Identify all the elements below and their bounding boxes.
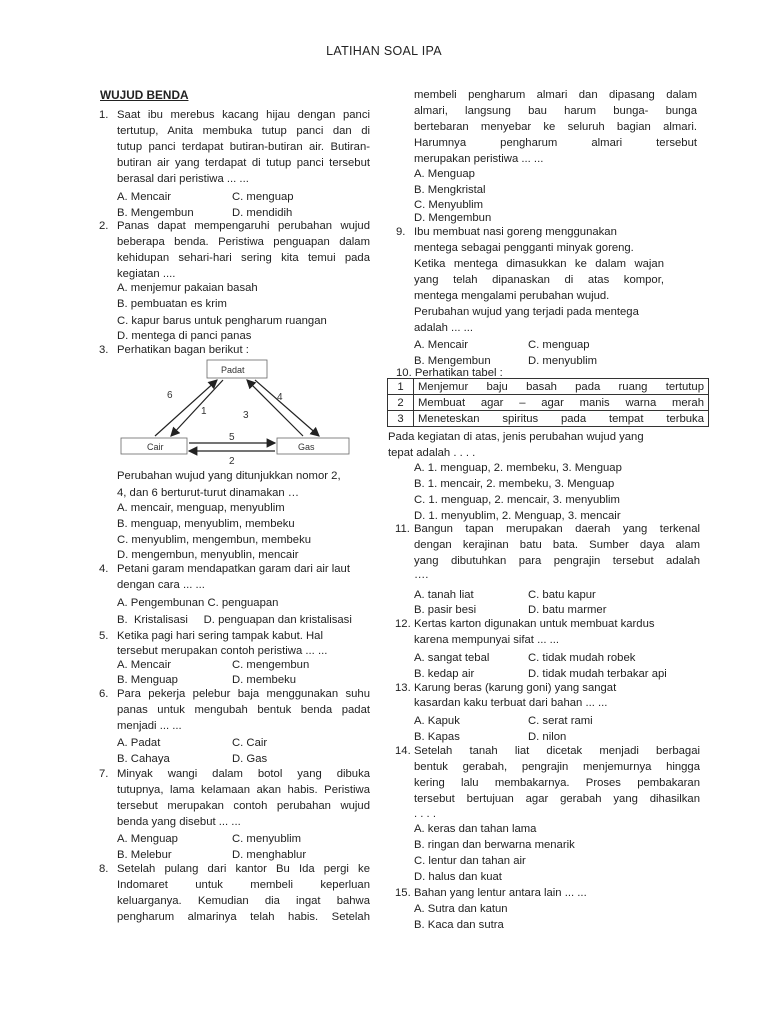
q6-option-d: D. Gas (232, 753, 268, 765)
q11-option-d: D. batu marmer (528, 604, 607, 616)
q15-number: 15. (395, 887, 411, 899)
q14-text-line: tersebut bertujuan agar gerabah yang dihasilkan (414, 793, 700, 805)
q14-option-a: A. keras dan tahan lama (414, 823, 537, 835)
q7-text-line: tersebut merupakan contoh perubahan wujud (117, 800, 370, 812)
q7-option-c: C. menyublim (232, 833, 302, 845)
q12-option-d: D. tidak mudah terbakar api (528, 668, 667, 680)
q5-number: 5. (99, 630, 109, 642)
q1-text-line: berasal dari peristiwa ... ... (117, 173, 249, 185)
q5-text-line: tersebut merupakan contoh peristiwa ... ... (117, 645, 328, 657)
page-title: LATIHAN SOAL IPA (326, 44, 442, 58)
arrow-label-3: 3 (243, 410, 249, 421)
q11-text-line: Bangun tapan merupakan daerah yang terkenal (414, 523, 700, 535)
q8-option-d: D. Mengembun (414, 212, 492, 224)
q9-option-c: C. menguap (528, 339, 590, 351)
arrow-label-1: 1 (201, 406, 207, 417)
table-row (388, 379, 709, 395)
section-heading: WUJUD BENDA (100, 88, 189, 102)
q11-text-line: yang dibutuhkan para pengrajin tersebut adalah (414, 555, 700, 567)
q10-heading: 10. Perhatikan tabel : (396, 367, 503, 379)
q7-text-line: benda yang disebut ... ... (117, 816, 241, 828)
q8-option-c: C. Menyublim (414, 199, 484, 211)
q10-option-c: C. 1. menguap, 2. mencair, 3. menyublim (414, 494, 620, 506)
q9-text-line: mentega mengalami perubahan wujud. (414, 290, 610, 302)
q1-option-d: D. mendidih (232, 207, 293, 219)
q10-option-d: D. 1. menyublim, 2. Menguap, 3. mencair (414, 510, 621, 522)
q2-text-line: kehidupan sehari-hari sering kita temui pada (117, 252, 370, 264)
q12-number: 12. (395, 618, 411, 630)
q10-option-b: B. 1. mencair, 2. membeku, 3. Menguap (414, 478, 615, 490)
q13-option-a: A. Kapuk (414, 715, 460, 727)
q7-option-d: D. menghablur (232, 849, 307, 861)
q4-option-a: A. Pengembunan C. penguapan (117, 597, 279, 609)
q9-text-line: mentega sebagai pengganti minyak goreng. (414, 242, 634, 254)
q2-text-line: beberapa benda. Peristiwa penguapan dalam (117, 236, 370, 248)
activity-table (387, 378, 709, 427)
q14-number: 14. (395, 745, 411, 757)
q4-option-b: B. Kristalisasi D. penguapan dan kristalisasi (117, 614, 352, 626)
arrow-label-5: 5 (229, 432, 235, 443)
q3-option-d: D. mengembun, menyublin, mencair (117, 549, 299, 561)
q4-number: 4. (99, 563, 109, 575)
q3-option-c: C. menyublim, mengembun, membeku (117, 534, 312, 546)
q11-number: 11. (395, 523, 410, 535)
table-cell-text: Menjemur baju basah pada ruang tertutup (414, 379, 709, 395)
q2-number: 2. (99, 220, 109, 232)
q14-option-d: D. halus dan kuat (414, 871, 502, 883)
table-cell-no: 2 (388, 395, 414, 411)
q9-text-line: Ketika mentega dimasukkan ke dalam wajan (414, 258, 664, 270)
q13-text-line: Karung beras (karung goni) yang sangat (414, 682, 617, 694)
table-cell-no: 3 (388, 411, 414, 427)
q8-option-b: B. Mengkristal (414, 184, 486, 196)
cair-label: Cair (147, 442, 164, 452)
q11-text-line: dengan kerajinan batu bata. Sumber daya alam (414, 539, 700, 551)
q12-option-c: C. tidak mudah robek (528, 652, 636, 664)
q6-option-b: B. Cahaya (117, 753, 170, 765)
arrow-label-4: 4 (277, 392, 283, 403)
q13-number: 13. (395, 682, 411, 694)
q11-option-b: B. pasir besi (414, 604, 477, 616)
q12-option-b: B. kedap air (414, 668, 475, 680)
q7-text-line: Minyak wangi dalam botol yang dibuka (117, 768, 370, 780)
q13-option-d: D. nilon (528, 731, 567, 743)
q8-text-line: membeli pengharum almari dan dipasang dalam (414, 89, 697, 101)
q2-text-line: kegiatan .... (117, 268, 176, 280)
q11-text-line: …. (414, 569, 429, 581)
q1-text-line: butiran air yang terdapat di tutup panci tersebut (117, 157, 370, 169)
q10-text-line: tepat adalah . . . . (388, 447, 476, 459)
q1-text-line: tertutup, Anita membuka tutup panci dan di (117, 125, 370, 137)
q15-text-line: Bahan yang lentur antara lain ... ... (414, 887, 587, 899)
arrow-4 (255, 380, 319, 436)
states-of-matter-diagram (115, 356, 355, 466)
q8-text-line: bertebaran menyebar ke seluruh bagian almari. (414, 121, 697, 133)
q8-text-line: almari, langsung bau harum bunga- bunga (414, 105, 697, 117)
arrow-6 (155, 380, 217, 436)
q9-text-line: Perubahan wujud yang terjadi pada mentega (414, 306, 639, 318)
q1-option-b: B. Mengembun (117, 207, 194, 219)
table-row (388, 395, 709, 411)
q8-text-line: Indomaret untuk membeli keperluan (117, 879, 370, 891)
q5-option-a: A. Mencair (117, 659, 171, 671)
q1-text-line: tutup panci terdapat butiran-butiran air. Butiran- (117, 141, 370, 153)
table-row (388, 411, 709, 427)
arrow-label-2: 2 (229, 456, 235, 466)
q9-option-a: A. Mencair (414, 339, 468, 351)
q11-option-a: A. tanah liat (414, 589, 474, 601)
q9-text-line: yang telah dipanaskan di atas kompor, (414, 274, 664, 286)
padat-label: Padat (221, 365, 245, 375)
q12-text-line: karena mempunyai sifat ... ... (414, 634, 560, 646)
q1-option-c: C. menguap (232, 191, 294, 203)
q6-text-line: panas untuk mengubah bentuk benda padat (117, 704, 370, 716)
q6-text-line: Para pekerja pelebur baja menggunakan suhu (117, 688, 370, 700)
q8-text-line: pengharum almarinya telah habis. Setelah (117, 911, 370, 923)
q14-option-b: B. ringan dan berwarna menarik (414, 839, 575, 851)
q9-number: 9. (396, 226, 406, 238)
q14-text-line: . . . . (414, 808, 436, 820)
q15-option-b: B. Kaca dan sutra (414, 919, 504, 931)
q10-text-line: Pada kegiatan di atas, jenis perubahan wujud yang (388, 431, 644, 443)
q6-option-c: C. Cair (232, 737, 268, 749)
q1-number: 1. (99, 109, 109, 121)
q8-text-line: Harumnya pengharum almari tersebut (414, 137, 697, 149)
q6-number: 6. (99, 688, 109, 700)
table-cell-text: Meneteskan spiritus pada tempat terbuka (414, 411, 709, 427)
table-cell-text: Membuat agar – agar manis warna merah (414, 395, 709, 411)
q5-option-b: B. Menguap (117, 674, 178, 686)
q7-option-a: A. Menguap (117, 833, 178, 845)
q9-text-line: Ibu membuat nasi goreng menggunakan (414, 226, 617, 238)
q4-text-line: dengan cara ... ... (117, 579, 205, 591)
q14-text-line: bentuk gerabah, pengrajin menjemurnya hingga (414, 761, 700, 773)
q9-option-d: D. menyublim (528, 355, 598, 367)
q3-number: 3. (99, 344, 109, 356)
q8-option-a: A. Menguap (414, 168, 475, 180)
q9-option-b: B. Mengembun (414, 355, 491, 367)
q5-option-c: C. mengembun (232, 659, 310, 671)
q10-option-a: A. 1. menguap, 2. membeku, 3. Menguap (414, 462, 622, 474)
q9-text-line: adalah ... ... (414, 322, 474, 334)
q6-option-a: A. Padat (117, 737, 161, 749)
q3-option-a: A. mencair, menguap, menyublim (117, 502, 285, 514)
q2-option-c: C. kapur barus untuk pengharum ruangan (117, 315, 327, 327)
q7-number: 7. (99, 768, 109, 780)
q11-option-c: C. batu kapur (528, 589, 596, 601)
q2-option-b: B. pembuatan es krim (117, 298, 227, 310)
q6-text-line: menjadi ... ... (117, 720, 182, 732)
q13-option-c: C. serat rami (528, 715, 593, 727)
q3-text-line: 4, dan 6 berturut-turut dinamakan … (117, 487, 300, 499)
q3-option-b: B. menguap, menyublim, membeku (117, 518, 295, 530)
q8-text-line: merupakan peristiwa ... ... (414, 153, 544, 165)
q15-option-a: A. Sutra dan katun (414, 903, 508, 915)
q13-text-line: kasardan kaku terbuat dari bahan ... ... (414, 697, 608, 709)
q7-option-b: B. Melebur (117, 849, 172, 861)
q1-text-line: Saat ibu merebus kacang hijau dengan panci (117, 109, 370, 121)
q4-text-line: Petani garam mendapatkan garam dari air laut (117, 563, 350, 575)
q14-option-c: C. lentur dan tahan air (414, 855, 526, 867)
q5-option-d: D. membeku (232, 674, 297, 686)
q12-text-line: Kertas karton digunakan untuk membuat kardus (414, 618, 655, 630)
q13-option-b: B. Kapas (414, 731, 460, 743)
q1-option-a: A. Mencair (117, 191, 171, 203)
q14-text-line: kering lalu membakarnya. Proses pembakaran (414, 777, 700, 789)
q8-text-line: keluarganya. Kemudian dia ingat bahwa (117, 895, 370, 907)
arrow-3 (247, 380, 303, 436)
arrow-1 (171, 380, 223, 436)
q8-text-line: Setelah pulang dari kantor Bu Ida pergi ke (117, 863, 370, 875)
q8-number: 8. (99, 863, 109, 875)
q2-option-d: D. mentega di panci panas (117, 330, 252, 342)
q7-text-line: tutupnya, lama kelamaan akan habis. Peristiwa (117, 784, 370, 796)
q2-option-a: A. menjemur pakaian basah (117, 282, 258, 294)
arrow-label-6: 6 (167, 390, 173, 401)
gas-label: Gas (298, 442, 315, 452)
q5-text-line: Ketika pagi hari sering tampak kabut. Hal (117, 630, 323, 642)
q3-text-line: Perhatikan bagan berikut : (117, 344, 249, 356)
q3-text-line: Perubahan wujud yang ditunjukkan nomor 2, (117, 470, 341, 482)
q12-option-a: A. sangat tebal (414, 652, 490, 664)
q14-text-line: Setelah tanah liat dicetak menjadi berbagai (414, 745, 700, 757)
table-cell-no: 1 (388, 379, 414, 395)
q2-text-line: Panas dapat mempengaruhi perubahan wujud (117, 220, 370, 232)
